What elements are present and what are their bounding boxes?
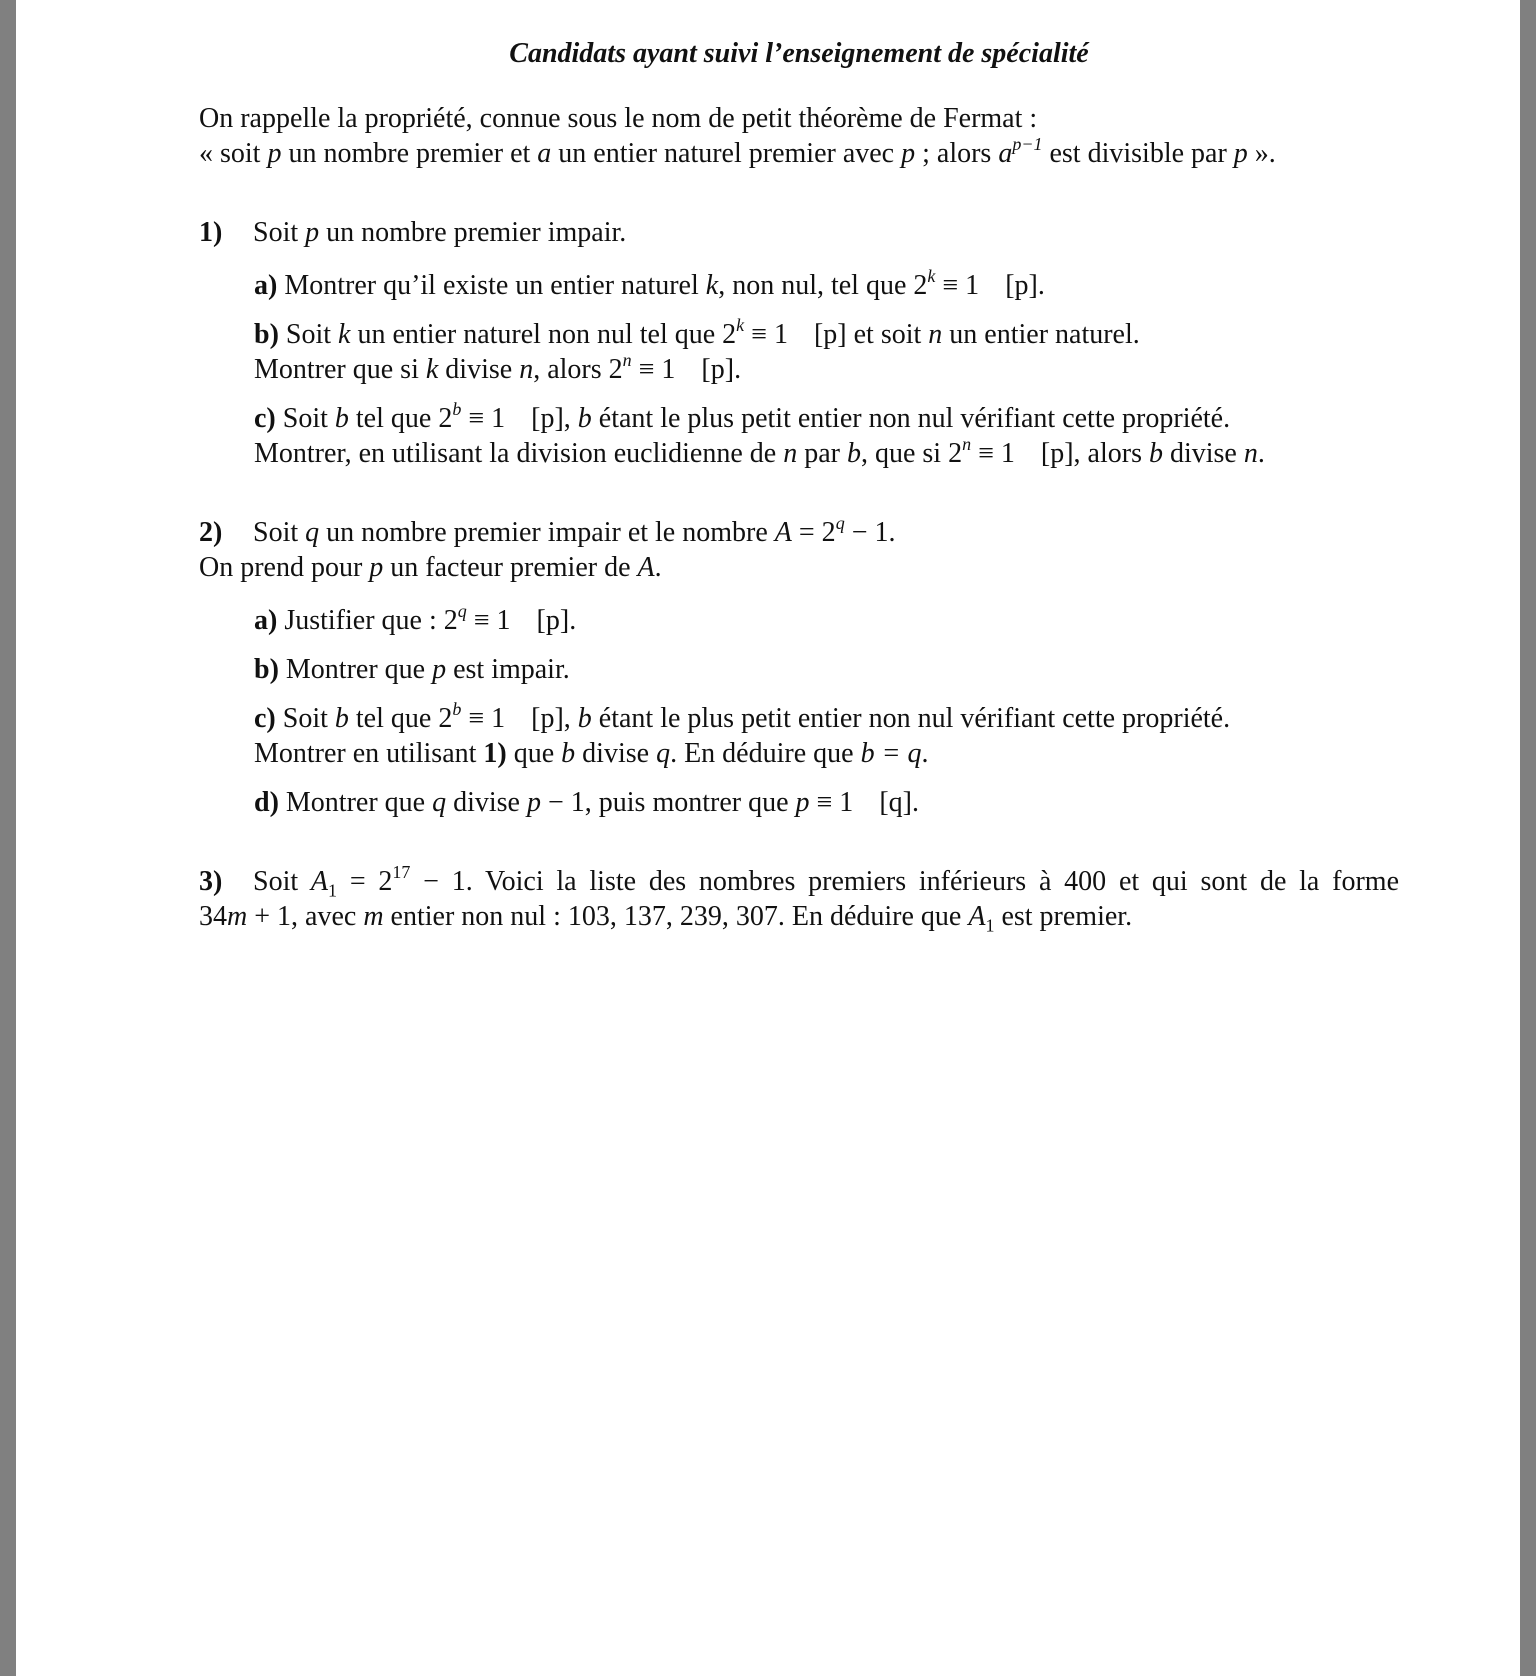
question-1c: c) Soit b tel que $2^b \equiv 1$ [p], b étant le plus petit entier non nul vérifiant cette propriété. Montrer, en utilisant la division euclidienne de n par b, que si $2^n \equiv 1$ [p], alors b divise n. [254, 398, 1265, 469]
question-1a: a) Montrer qu’il existe un entier naturel k, non nul, tel que $2^k \equiv 1$ [p]. [254, 265, 1045, 301]
document-page [16, 0, 1520, 1676]
page-title: Candidats ayant suivi l’enseignement de spécialité [509, 38, 1089, 69]
question-2a: a) Justifier que : $2^q \equiv 1$ [p]. [254, 600, 577, 636]
question-3 [199, 861, 1399, 936]
document-content [199, 36, 1399, 978]
question-2-line-2: On prend pour p un facteur premier de A. [199, 552, 662, 583]
intro-line-1: On rappelle la propriété, connue sous le nom de petit théorème de Fermat : [199, 103, 1038, 134]
question-3-line-1: 3) Soit $A_1 = 2^{17} - 1$. Voici la liste des nombres premiers inférieurs à 400 et qui sont de la forme [199, 861, 1399, 901]
question-2b: b) Montrer que p est impair. [254, 654, 570, 685]
question-1-heading: 1) Soit p un nombre premier impair. [199, 217, 627, 248]
question-2 [199, 512, 1399, 820]
question-2d: d) Montrer que q divise p − 1, puis montrer que p ≡ 1 [q]. [254, 787, 919, 818]
question-1 [199, 215, 1399, 471]
intro-line-2: « soit p un nombre premier et a un entier naturel premier avec p ; alors $a^{p-1}$ est divisible par p ». [199, 133, 1276, 169]
question-3-line-2: 34m + 1, avec m entier non nul : 103, 137, 239, 307. En déduire que $A_1$ est premier. [199, 901, 1133, 936]
question-2c: c) Soit b tel que $2^b \equiv 1$ [p], b étant le plus petit entier non nul vérifiant cette propriété. Montrer en utilisant 1) que b divise q. En déduire que b = q. [254, 698, 1231, 769]
question-1b: b) Soit k un entier naturel non nul tel que $2^k \equiv 1$ [p] et soit n un entier naturel. Montrer que si k divise n, alors $2^n \equiv 1$ [p]. [254, 314, 1140, 385]
question-2-heading: 2) Soit q un nombre premier impair et le nombre $A = 2^q - 1$. [199, 512, 896, 548]
